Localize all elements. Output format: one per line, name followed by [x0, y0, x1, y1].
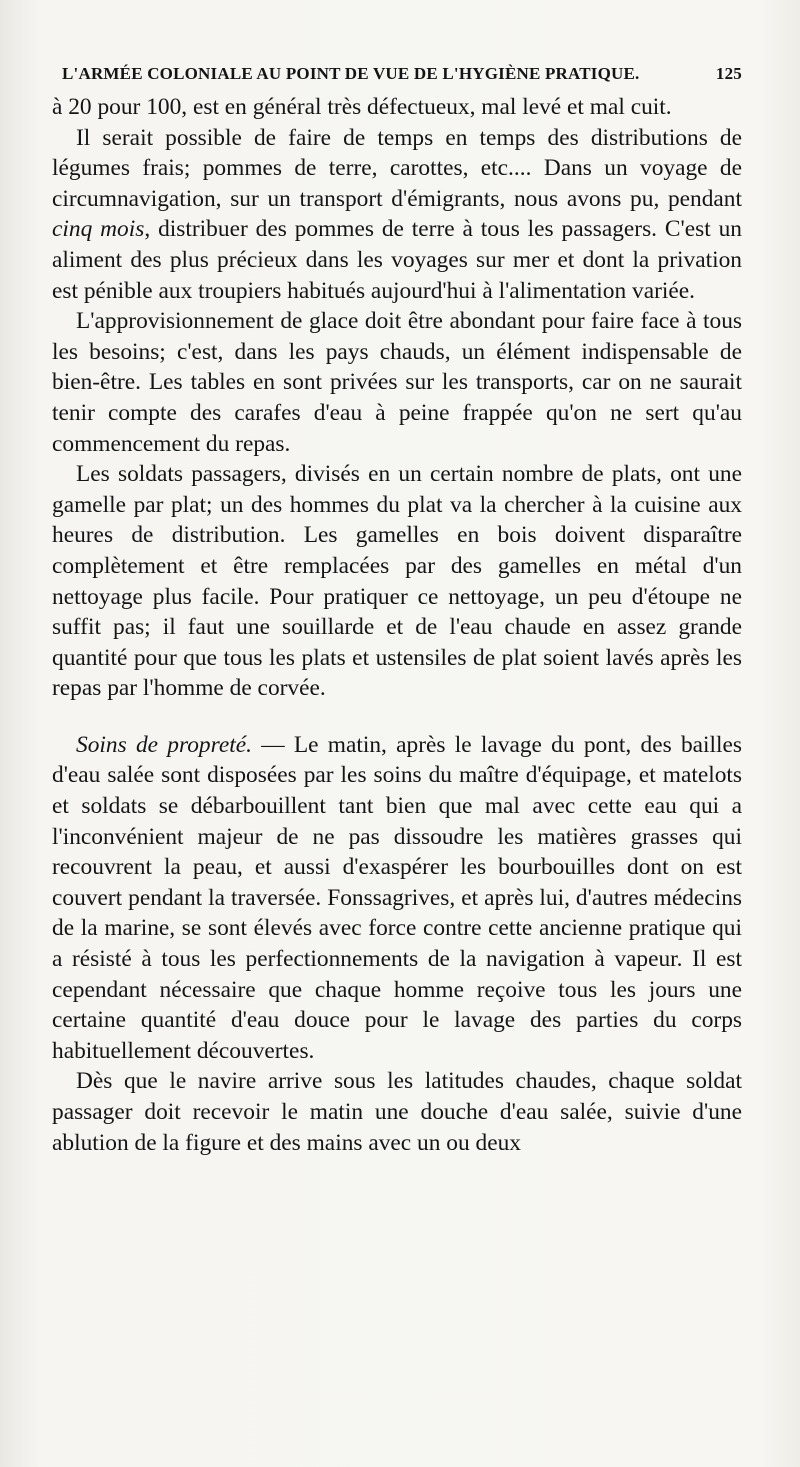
paragraph-4-text: Les soldats passagers, divisés en un certain nombre de plats, ont une gamelle par plat; un des hommes du plat va la chercher à la cuisine aux heures de distribution. Les gamelles en bois doivent disparaître complètement et être remplacées par des gamelles en métal d'un nettoyage plus facile. Pour pratiquer ce nettoyage, un peu d'étoupe ne suffit pas; il faut une souillarde et de l'eau chaude en assez grande quantité pour que tous les plats et ustensiles de plat soient lavés après les repas par l'homme de corvée. — [52, 461, 742, 702]
paragraph-2 — [52, 123, 742, 307]
page-number: 125 — [715, 64, 742, 83]
paragraph-5-text: — Le matin, après le lavage du pont, des bailles d'eau salée sont disposées par les soins du maître d'équipage, et matelots et soldats se débarbouillent tant bien que mal avec cette eau qui a l'inconvénient majeur de ne pas dissoudre les matières grasses qui recouvrent la peau, et aussi d'exaspérer les bourbouilles dont on est couvert pendant la traversée. Fonssagrives, et après lui, d'autres médecins de la marine, se sont élevés avec force contre cette ancienne pratique qui a résisté à tous les perfectionnements de la navigation à vapeur. Il est cependant nécessaire que chaque homme reçoive tous les jours une certaine quantité d'eau douce pour le lavage des parties du corps habituellement découvertes. — [52, 731, 743, 1064]
body-text — [52, 92, 742, 1158]
paragraph-2-emphasis: cinq mois — [52, 216, 145, 243]
running-title: L'ARMÉE COLONIALE AU POINT DE VUE DE L'HYGIÈNE PRATIQUE. — [62, 64, 640, 83]
section-heading-soins-de-proprete: Soins de propreté. — [76, 731, 252, 758]
paragraph-6-text: Dès que le navire arrive sous les latitudes chaudes, chaque soldat passager doit recevoir le matin une douche d'eau salée, suivie d'une ablution de la figure et des mains avec un ou deux — [52, 1068, 742, 1156]
paragraph-5 — [52, 730, 742, 1067]
paragraph-1-text: à 20 pour 100, est en général très défectueux, mal levé et mal cuit. — [52, 94, 672, 120]
paragraph-3-text: L'approvisionnement de glace doit être abondant pour faire face à tous les besoins; c'est, dans les pays chauds, un élément indispensable de bien-être. Les tables en sont privées sur les transports, car on ne saurait tenir compte des carafes d'eau à peine frappée qu'on ne sert qu'au commencement du repas. — [52, 308, 742, 457]
paragraph-2-text-a: Il serait possible de faire de temps en temps des distributions de légumes frais; pommes de terre, carottes, etc.... Dans un voyage de circumnavigation, sur un transport d'émigrants, nous avons pu, pendant — [52, 124, 742, 212]
paragraph-6 — [52, 1066, 742, 1158]
paragraph-3 — [52, 306, 742, 459]
paragraph-1 — [52, 92, 742, 123]
paragraph-4 — [52, 459, 742, 704]
paragraph-2-text-b: , distribuer des pommes de terre à tous les passagers. C'est un aliment des plus précieux dans les voyages sur mer et dont la privation est pénible aux troupiers habitués aujourd'hui à l'alimentation variée. — [52, 216, 742, 304]
